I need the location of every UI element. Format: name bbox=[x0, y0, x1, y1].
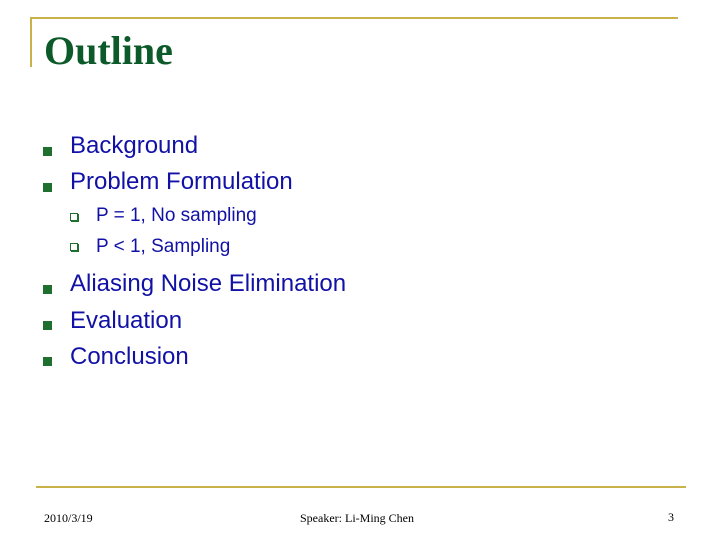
square-bullet-icon bbox=[43, 147, 52, 156]
footer-speaker: Speaker: Li-Ming Chen bbox=[300, 511, 414, 525]
square-bullet-icon bbox=[43, 183, 52, 192]
outline-item-conclusion: Conclusion bbox=[70, 343, 189, 370]
footer-date: 2010/3/19 bbox=[44, 511, 93, 525]
outline-item-problem-formulation: Problem Formulation bbox=[70, 168, 293, 195]
outline-item-evaluation: Evaluation bbox=[70, 307, 183, 334]
page-number: 3 bbox=[668, 510, 674, 524]
hollow-square-bullet-icon bbox=[70, 243, 78, 251]
square-bullet-icon bbox=[43, 285, 52, 294]
outline-subitem-sampling: P < 1, Sampling bbox=[96, 236, 231, 257]
square-bullet-icon bbox=[43, 321, 52, 330]
outline-subitem-no-sampling: P = 1, No sampling bbox=[96, 205, 257, 226]
footer-rule bbox=[36, 486, 686, 488]
square-bullet-icon bbox=[43, 357, 52, 366]
slide-title: Outline bbox=[44, 28, 173, 73]
outline-item-background: Background bbox=[70, 132, 199, 159]
hollow-square-bullet-icon bbox=[70, 213, 78, 221]
outline-item-aliasing-noise-elimination: Aliasing Noise Elimination bbox=[70, 270, 347, 297]
